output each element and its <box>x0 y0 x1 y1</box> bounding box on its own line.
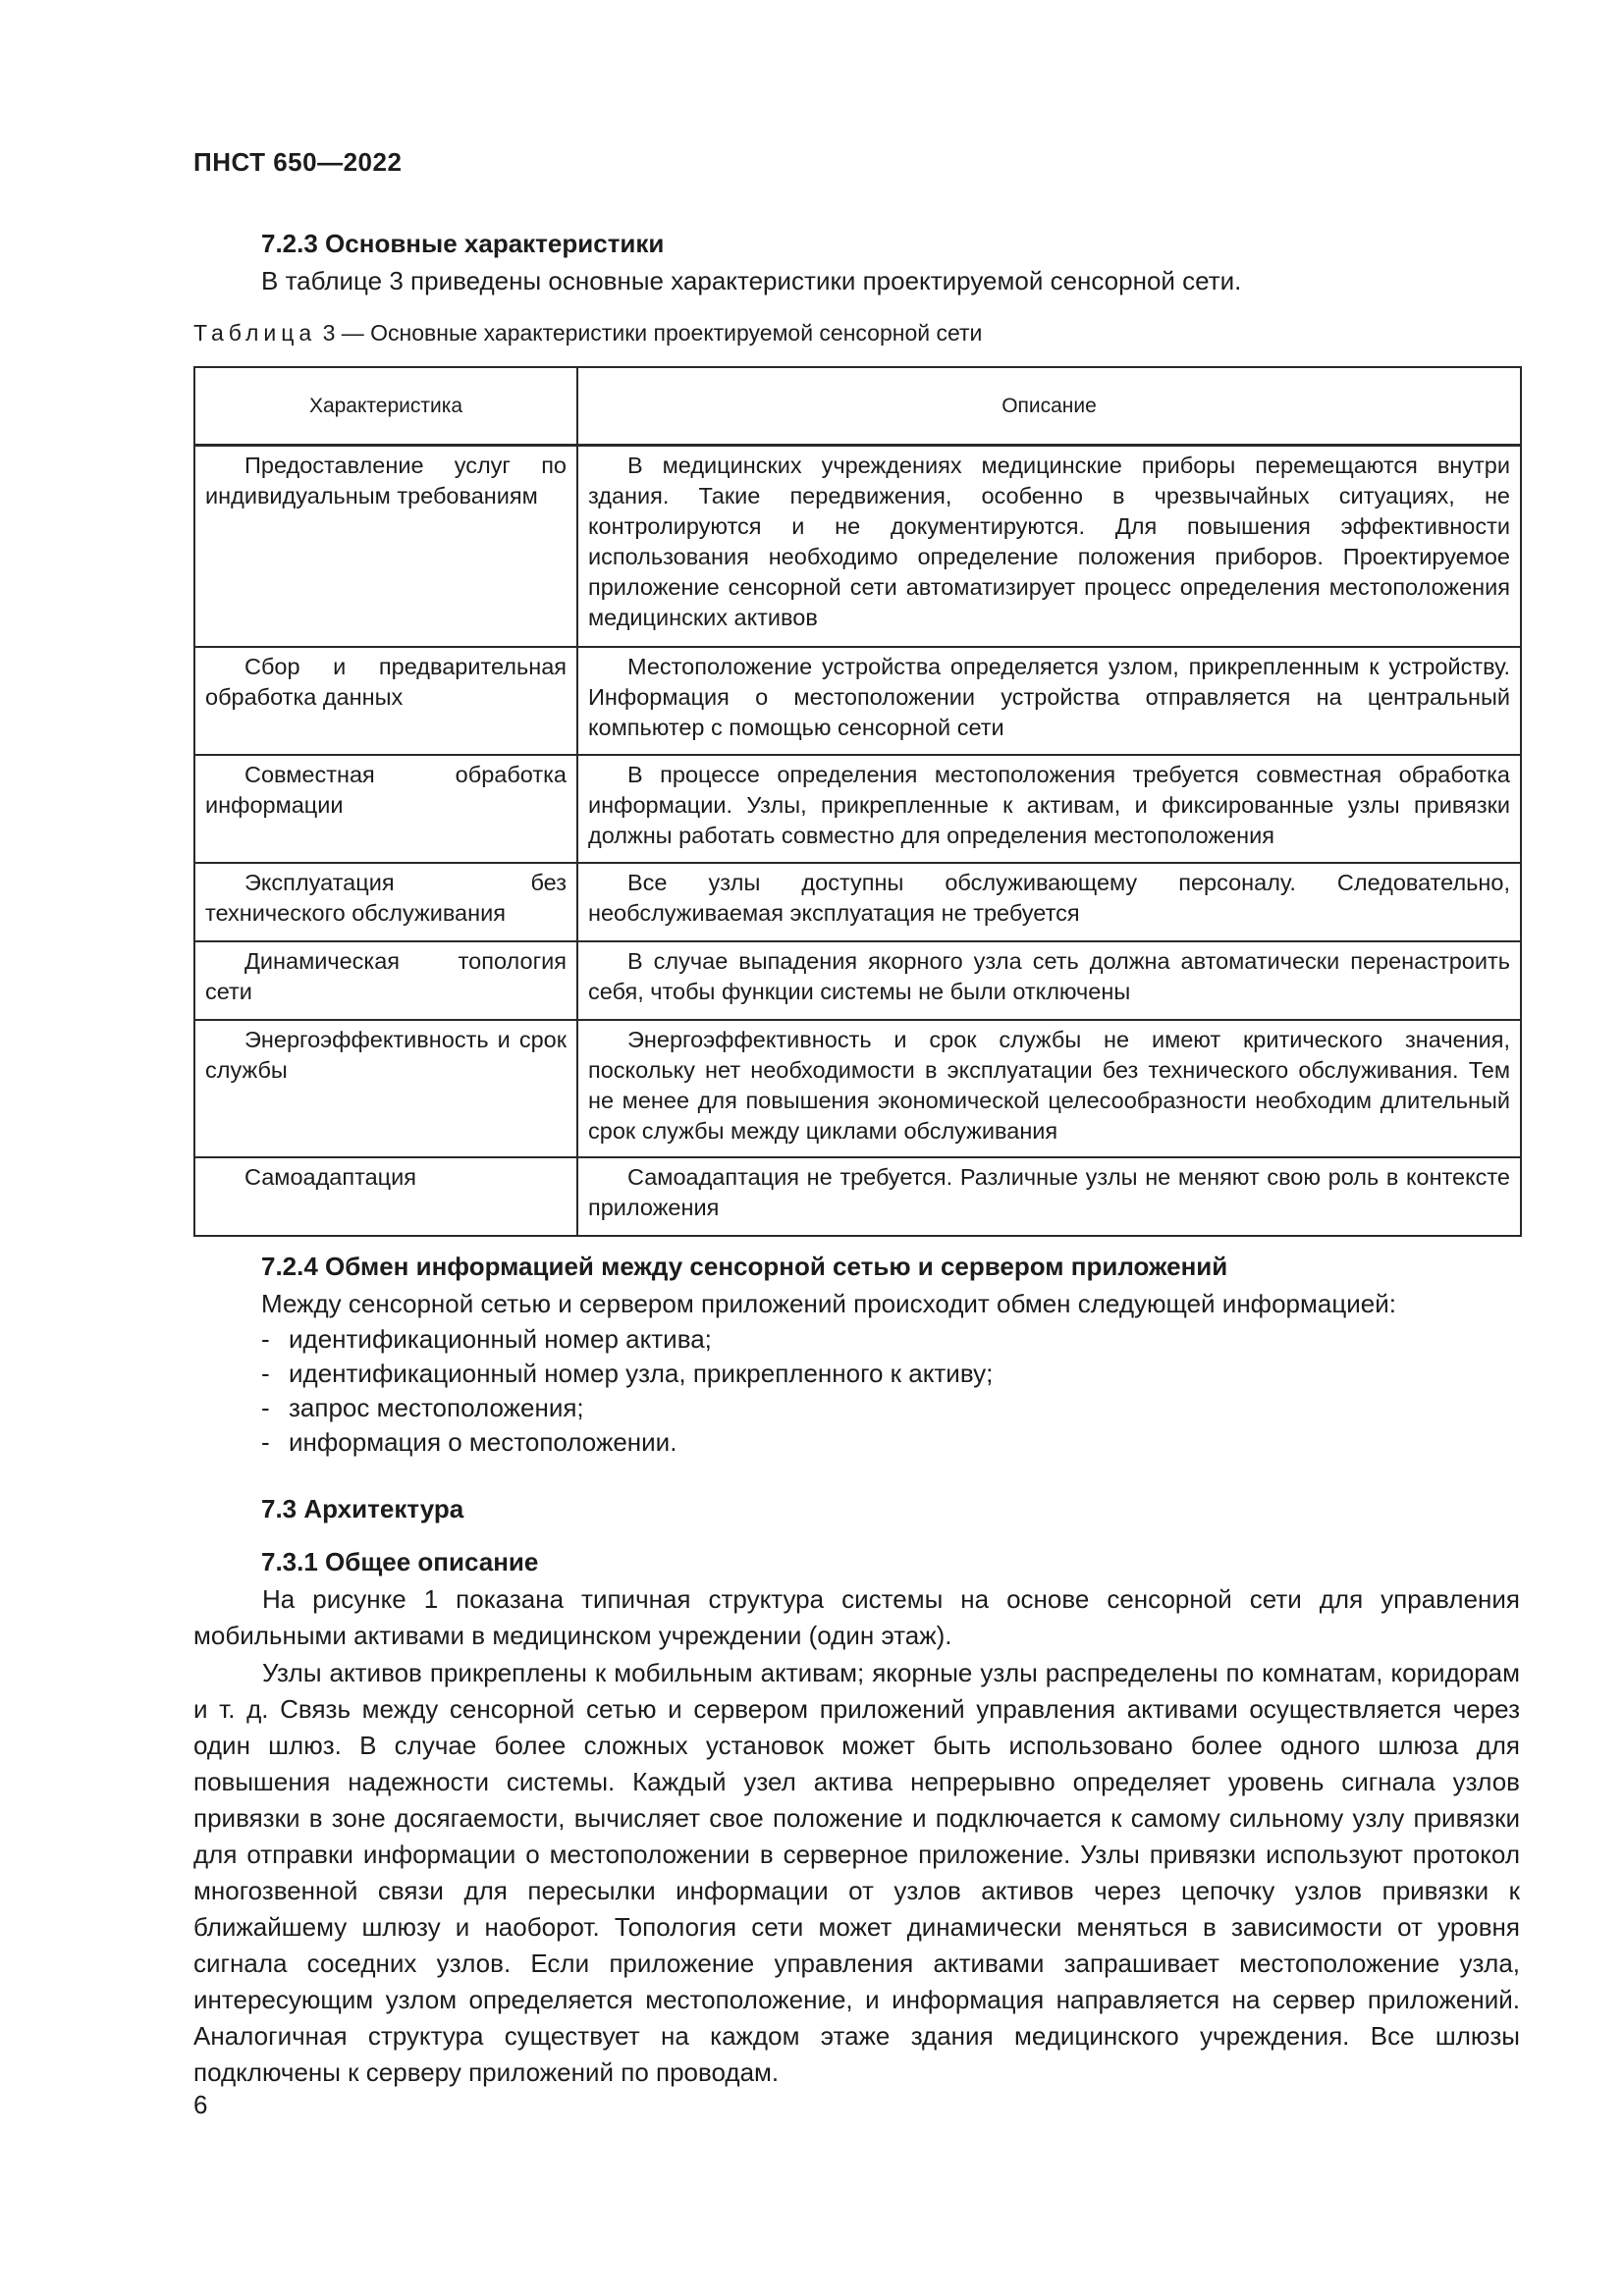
description-cell <box>577 941 1521 1020</box>
table-row <box>194 1020 1521 1157</box>
description-cell <box>577 755 1521 863</box>
column-header-description: Описание <box>577 367 1521 446</box>
characteristic-description: Самоадаптация не требуется. Различные узлы не меняют свою роль в контексте приложения <box>588 1163 1510 1220</box>
section-7-3-1-paragraph-1: На рисунке 1 показана типичная структура системы на основе сенсорной сети для управления мобильными активами в медицинском учреждении (один этаж). <box>193 1584 1520 1650</box>
table-header-row <box>194 367 1521 446</box>
table-row <box>194 647 1521 755</box>
section-heading-7-2-4: 7.2.4 Обмен информацией между сенсорной сетью и сервером приложений <box>261 1252 1228 1281</box>
list-item: - идентификационный номер узла, прикрепленного к активу; <box>261 1359 994 1388</box>
characteristic-cell <box>194 863 577 941</box>
characteristic-name: Энергоэффективность и срок службы <box>205 1026 567 1083</box>
description-cell <box>577 1157 1521 1236</box>
characteristic-name: Сбор и предварительная обработка данных <box>205 653 567 710</box>
list-item-text: идентификационный номер актива; <box>289 1324 712 1354</box>
section-heading-7-2-3: 7.2.3 Основные характеристики <box>261 229 665 258</box>
section-heading-7-3-1: 7.3.1 Общее описание <box>261 1547 539 1576</box>
characteristic-cell <box>194 647 577 755</box>
characteristic-description: В процессе определения местоположения требуется совместная обработка информации. Узлы, прикрепленные к активам, и фиксированные узлы привязки должны работать совместно для определения местоположения <box>588 761 1510 848</box>
characteristic-cell <box>194 1020 577 1157</box>
characteristics-table <box>193 366 1522 1237</box>
characteristic-description: Все узлы доступны обслуживающему персоналу. Следовательно, необслуживаемая эксплуатация не требуется <box>588 869 1510 926</box>
characteristic-cell <box>194 446 577 647</box>
list-item-text: информация о местоположении. <box>289 1427 677 1457</box>
characteristic-description: Местоположение устройства определяется узлом, прикрепленным к устройству. Информация о местоположении устройства отправляется на центральный компьютер с помощью сенсорной сети <box>588 653 1510 740</box>
characteristic-description: В случае выпадения якорного узла сеть должна автоматически перенастроить себя, чтобы функции системы не были отключены <box>588 947 1510 1004</box>
table-row <box>194 863 1521 941</box>
exchange-info-list <box>261 1322 993 1460</box>
characteristic-cell <box>194 1157 577 1236</box>
section-heading-7-3: 7.3 Архитектура <box>261 1494 464 1523</box>
characteristic-description: Энергоэффективность и срок службы не имеют критического значения, поскольку нет необходимости в эксплуатации без технического обслуживания. Тем не менее для повышения экономической целесообразности необходим длительный срок службы между циклами обслуживания <box>588 1026 1510 1144</box>
list-item: - идентификационный номер актива; <box>261 1324 712 1354</box>
table-row <box>194 755 1521 863</box>
description-cell <box>577 647 1521 755</box>
list-item: - информация о местоположении. <box>261 1427 677 1457</box>
list-item-text: запрос местоположения; <box>289 1393 584 1422</box>
section-7-2-4-intro: Между сенсорной сетью и сервером приложений происходит обмен следующей информацией: <box>261 1289 1396 1318</box>
table-row <box>194 941 1521 1020</box>
table-caption-label: Таблица <box>193 320 317 346</box>
page-number: 6 <box>193 2090 208 2119</box>
section-7-3-1-paragraph-2: Узлы активов прикреплены к мобильным активам; якорные узлы распределены по комнатам, коридорам и т. д. Связь между сенсорной сетью и сервером приложений управления активами осуществляется через один шлюз. В случае более сложных установок может быть использовано более одного шлюза для повышения надежности системы. Каждый узел актива непрерывно определяет уровень сигнала узлов привязки в зоне досягаемости, вычисляет свое положение и подключается к самому сильному узлу привязки для отправки информации о местоположении в серверное приложение. Узлы привязки используют протокол многозвенной связи для пересылки информации от узлов активов через цепочку узлов привязки к ближайшему шлюзу и наоборот. Топология сети может динамически меняться в зависимости от уровня сигнала соседних узлов. Если приложение управления активами запрашивает местоположение узла, интересующим узлом определяется местоположение, и информация направляется на сервер приложений. Аналогичная структура существует на каждом этаже здания медицинского учреждения. Все шлюзы подключены к серверу приложений по проводам. <box>193 1658 1520 2087</box>
characteristic-name: Предоставление услуг по индивидуальным требованиям <box>205 453 567 508</box>
table-row <box>194 446 1521 647</box>
document-header: ПНСТ 650—2022 <box>193 147 403 177</box>
column-header-characteristic: Характеристика <box>194 367 577 446</box>
section-7-2-3-intro: В таблице 3 приведены основные характеристики проектируемой сенсорной сети. <box>261 266 1242 295</box>
characteristic-name: Самоадаптация <box>244 1163 416 1190</box>
characteristic-name: Эксплуатация без технического обслуживания <box>205 869 567 926</box>
list-item-text: идентификационный номер узла, прикрепленного к активу; <box>289 1359 994 1388</box>
characteristic-description: В медицинских учреждениях медицинские приборы перемещаются внутри здания. Такие передвижения, особенно в чрезвычайных ситуациях, не контролируются и не документируются. Для повышения эффективности использования необходимо определение положения приборов. Проектируемое приложение сенсорной сети автоматизирует процесс определения местоположения медицинских активов <box>588 453 1510 630</box>
table-caption <box>193 320 982 347</box>
table-row <box>194 1157 1521 1236</box>
description-cell <box>577 863 1521 941</box>
characteristic-name: Динамическая топология сети <box>205 947 567 1004</box>
table-caption-text: 3 — Основные характеристики проектируемой сенсорной сети <box>316 320 983 346</box>
characteristic-cell <box>194 755 577 863</box>
description-cell <box>577 446 1521 647</box>
description-cell <box>577 1020 1521 1157</box>
characteristic-cell <box>194 941 577 1020</box>
list-item: - запрос местоположения; <box>261 1393 584 1422</box>
characteristic-name: Совместная обработка информации <box>205 761 567 818</box>
